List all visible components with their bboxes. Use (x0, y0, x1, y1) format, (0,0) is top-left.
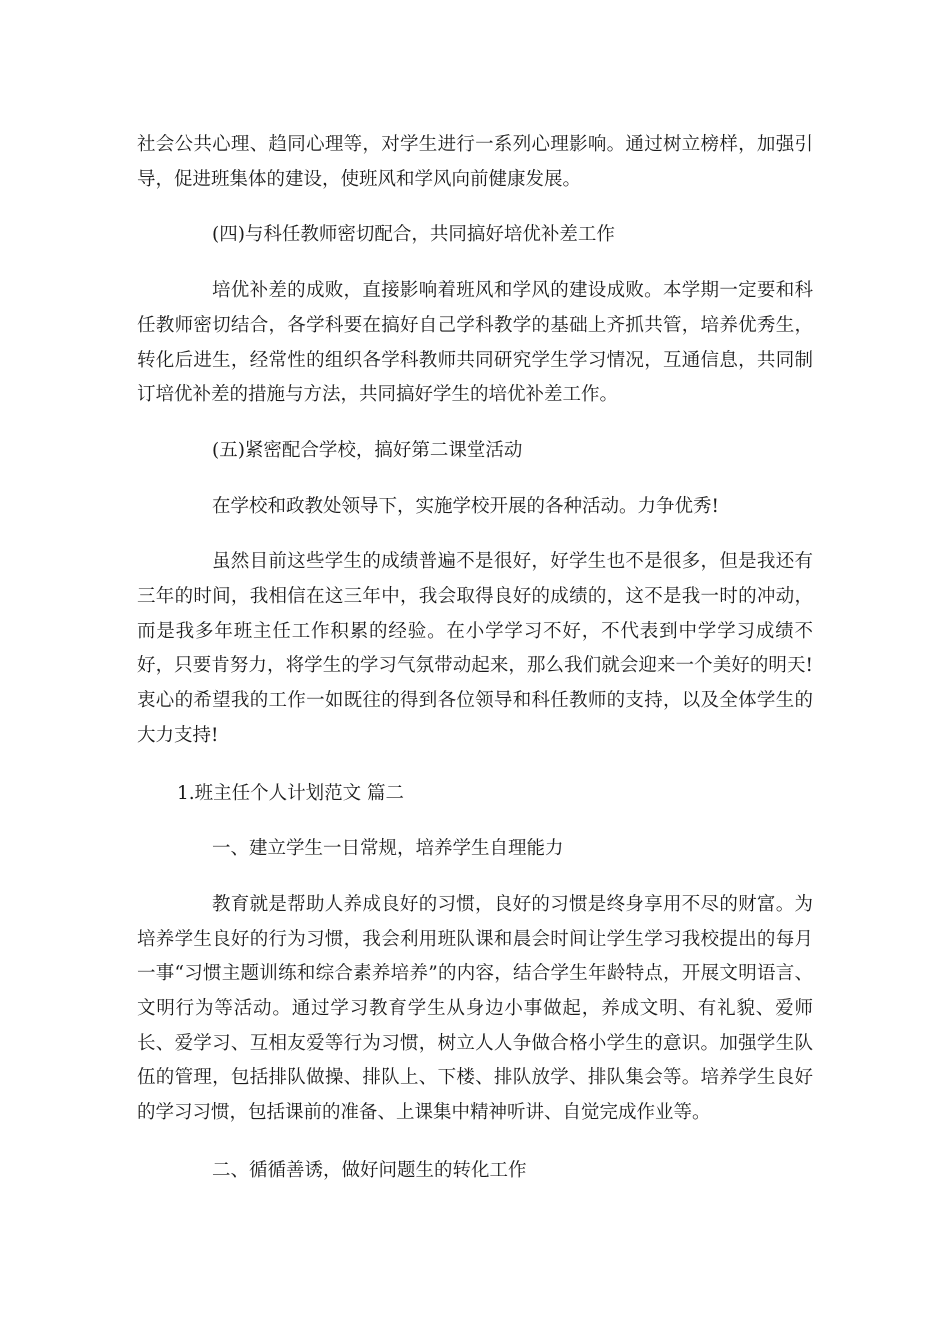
section-heading-2: 二、循循善诱，做好问题生的转化工作 (212, 1159, 527, 1181)
article-title: 1.班主任个人计划范文 篇二 (177, 782, 405, 804)
paragraph-activities: 在学校和政教处领导下，实施学校开展的各种活动。力争优秀! (212, 495, 719, 517)
paragraph-tutoring: 培优补差的成败，直接影响着班风和学风的建设成败。本学期一定要和科任教师密切结合，各学科要在搞好自己学科教学的基础上齐抓共管，培养优秀生，转化后进生，经常性的组织各学科教师共同研究学生学习情况，互通信息，共同制订培优补差的措施与方法，共同搞好学生的培优补差工作。 (137, 280, 813, 406)
paragraph-habits: 教育就是帮助人养成良好的习惯，良好的习惯是终身享用不尽的财富。为培养学生良好的行为习惯，我会利用班队课和晨会时间让学生学习我校提出的每月一事“习惯主题训练和综合素养培养”的内容，结合学生年龄特点，开展文明语言、文明行为等活动。通过学习教育学生从身边小事做起，养成文明、有礼貌、爱师长、爱学习、互相友爱等行为习惯，树立人人争做合格小学生的意识。加强学生队伍的管理，包括排队做操、排队上、下楼、排队放学、排队集会等。培养学生良好的学习习惯，包括课前的准备、上课集中精神听讲、自觉完成作业等。 (137, 893, 813, 1124)
section-heading-4: (四)与科任教师密切配合，共同搞好培优补差工作 (212, 224, 615, 246)
paragraph-conclusion: 虽然目前这些学生的成绩普遍不是很好，好学生也不是很多，但是我还有三年的时间，我相信在这三年中，我会取得良好的成绩的，这不是我一时的冲动，而是我多年班主任工作积累的经验。在小学学习不好，不代表到中学学习成绩不好，只要肯努力，将学生的学习气氛带动起来，那么我们就会迎来一个美好的明天!衷心的希望我的工作一如既往的得到各位领导和科任教师的支持，以及全体学生的大力支持! (137, 551, 813, 746)
section-heading-1: 一、建立学生一日常规，培养学生自理能力 (212, 838, 564, 860)
document-page (137, 128, 813, 1189)
section-heading-5: (五)紧密配合学校，搞好第二课堂活动 (212, 439, 523, 461)
paragraph-continuation: 社会公共心理、趋同心理等，对学生进行一系列心理影响。通过树立榜样，加强引导，促进班集体的建设，使班风和学风向前健康发展。 (137, 134, 813, 190)
